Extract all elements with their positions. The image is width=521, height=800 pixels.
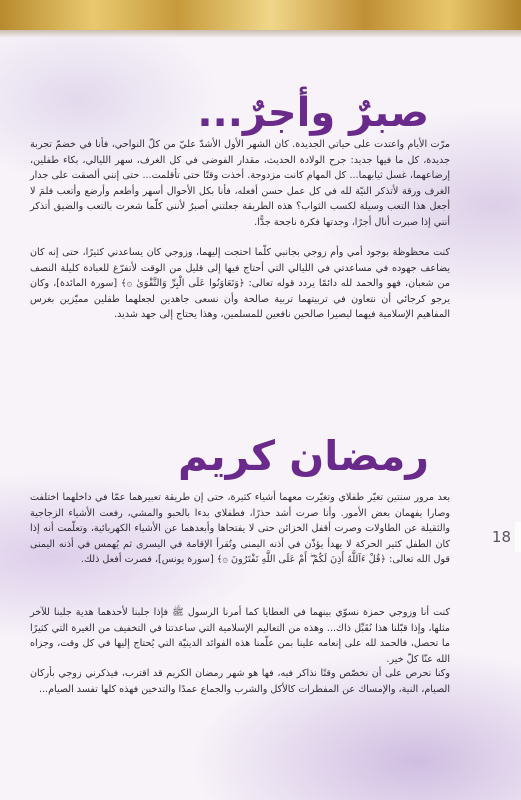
page-number: 18 — [491, 528, 511, 546]
page-content — [0, 38, 521, 800]
paragraph-3: بعد مرور سنتين تغيّر طفلاي وتغيّرت معهما أشياء كثيرة، حتى إن طريقة تعبيرهما عمّا في داخلهما اختلفت وصارا يفهمان بعض الأمور. وأنا صرت أشد حذرًا، فطفلاي بدءا بالحبو والمشي، رفعت الأشياء الزجاجية والثقيلة عن الطاولات وصرت أقفل الخزائن حتى لا يفتحاها وأبعدهما عن الأشياء الكهربائية، وتعلّمت أنه إذا كان الطفل كثير الحركة لا يهدأ يؤذّن في أذنه اليمنى وتُقرأ الإقامة في اليسرى ثم يُهمس في أذنه اليمنى قول الله تعالى: ﴿قُلْ ءَآللَّهُ أَذِنَ لَكُمْ ۖ أَمْ عَلَى اللَّهِ تَفْتَرُونَ ۞﴾ [سورة يونس]، فصرت أفعل ذلك. — [30, 492, 450, 565]
paragraph-1: مرّت الأيام واعتدت على حياتي الجديدة. كان الشهر الأول الأشدّ عليّ من كلّ النواحي، فأنا في خضمّ تجربة جديدة، كل ما فيها جديد: جرح الولادة الحديث، مقدار الفوضى في كل الغرف، سهر الليالي، بكاء طفلين، إرضاعهما، غسل ثيابهما... كل المهام كانت مزدوجة. أخذت وقتًا حتى تأقلمت... حتى إنني ألصقت على جدار الغرف ورقة لأتذكر النيّة لله في كل عمل حسن أفعله، فأنا بكل الأحوال أسهر وأطعم وأرضع وأتعب فلمَ لا أجعل هذا التعب وسيلة لكسب الثواب؟ هذه الطريقة جعلتني أصبرُ لأنني كلّما شعرت بالتعب والضيق أتذكر أنني إذا صبرت أنال أجرًا، وجدتها فكرة ناجحة جدًّا. — [30, 139, 450, 228]
section-title-patience: صبرٌ وأجرٌ... — [197, 90, 429, 136]
header-shadow — [0, 30, 521, 38]
page-number-marker — [515, 522, 521, 552]
paragraph-2: كنت محظوظة بوجود أمي وأم زوجي بجانبي كلّما احتجت إليهما، وزوجي كان يساعدني كثيرًا، حتى إنه كان يضاعف جهوده في مساعدتي في الليالي التي أحتاج فيها إلى قليل من الوقت لأتفرّغ للعبادة كليلة النصف من شعبان، فهو والحمد لله دائمًا يردد قوله تعالى: ﴿وَتَعَاوَنُوا عَلَى الْبِرِّ وَالتَّقْوَىٰ ۞﴾ [سورة المائدة]، وكان يرجو كرجائي أن نتعاون في تربيتهما تربية صالحة وأن نسعى جاهدين لجعلهما طفلين مميّزين بغرس المفاهيم الإسلامية فيهما ليصيرا صالحين نافعين للمسلمين، وهذا يحتاج إلى جهد شديد. — [30, 247, 450, 320]
paragraph-4: كنت أنا وزوجي حمزة نسوّي بينهما في العطايا كما أمرنا الرسول ﷺ فإذا جلبنا لأحدهما هدية جلبنا للآخر مثلها، وإذا قبّلنا هذا نُقَبِّل ذاك... وهذه من التعاليم الإسلامية التي ساعدتنا في التخفيف من الغيرة التي كثيرًا ما تحصل، فالحمد لله على إنعامه علينا بمن علّمنا هذه الفوائد الدينيّة التي يُحتاج إليها في كل وقت، وجزاه الله عنّا كلّ خير. — [30, 607, 450, 665]
section-title-ramadan: رمضان كريم — [178, 432, 429, 480]
paragraph-5: وكنا نحرص على أن نخصّص وقتًا نذاكر فيه، فها هو شهر رمضان الكريم قد اقترب، فيذكرني زوجي بأركان الصيام، النية، والإمساك عن المفطرات كالأكل والشرب والجماع عمدًا والتدخين فهذه كلها تفسد الصيام... — [30, 668, 450, 695]
gold-header-band — [0, 0, 521, 30]
